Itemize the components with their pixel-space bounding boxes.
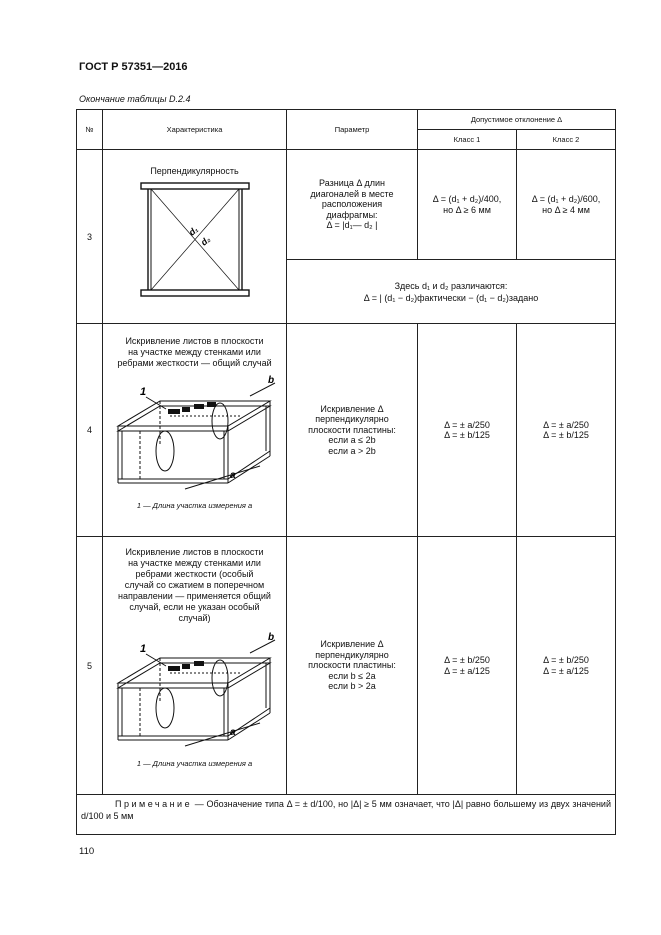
parameter-cell bbox=[287, 537, 418, 795]
header-characteristic: Характеристика bbox=[103, 110, 287, 150]
parameter-line: Δ = |d₁— d₂ | bbox=[326, 220, 378, 231]
difference-note-line: Здесь d₁ и d₂ различаются: bbox=[394, 280, 508, 291]
table-row-5 bbox=[77, 537, 616, 795]
class2-value bbox=[517, 324, 616, 537]
value-line: Δ = (d₁ + d₂)/600, bbox=[531, 194, 601, 204]
header-tolerance: Допустимое отклонение Δ bbox=[418, 110, 616, 130]
class1-value bbox=[418, 324, 517, 537]
value-line: но Δ ≥ 4 мм bbox=[542, 204, 590, 215]
note-text: — Обозначение типа Δ = ± d/100, но |Δ| ≥ 5 мм означает, что |Δ| равно большему из двух значений d/100 и 5 мм bbox=[81, 799, 611, 821]
parameter-line: плоскости пластины: bbox=[308, 660, 396, 671]
header-parameter: Параметр bbox=[287, 110, 418, 150]
tolerance-table bbox=[76, 109, 616, 835]
parameter-line: диафрагмы: bbox=[326, 209, 378, 220]
class1-value bbox=[418, 150, 517, 260]
characteristic-cell bbox=[103, 150, 287, 324]
label-d2: d₂ bbox=[198, 234, 212, 248]
page-number: 110 bbox=[79, 846, 95, 857]
box-girder-figure bbox=[110, 628, 280, 753]
title-line: на участке между стенками или bbox=[128, 347, 261, 357]
title-line: ребрами жесткости — общий случай bbox=[117, 358, 272, 368]
header-class1: Класс 1 bbox=[418, 130, 517, 150]
value-line: Δ = ± a/125 bbox=[444, 665, 490, 676]
title-line: случай со сжатием в поперечном bbox=[124, 580, 265, 590]
figure-caption: 1 — Длина участка измерения a bbox=[136, 759, 253, 768]
characteristic-cell bbox=[103, 537, 287, 795]
label-a: a bbox=[229, 470, 236, 481]
note-label: Примечание bbox=[115, 799, 193, 809]
figure-caption: 1 — Длина участка измерения a bbox=[136, 501, 253, 510]
difference-note-line: Δ = | (d₁ − d₂)фактически − (d₁ − d₂)задано bbox=[363, 292, 539, 303]
label-d1: d₁ bbox=[186, 224, 200, 238]
value-line: Δ = ± a/250 bbox=[543, 419, 589, 430]
parameter-cell bbox=[287, 150, 418, 260]
title-line: случай) bbox=[178, 613, 211, 623]
table-note bbox=[77, 795, 616, 835]
table-row-3 bbox=[77, 150, 616, 260]
row-number: 4 bbox=[77, 324, 103, 537]
label-b: b bbox=[267, 375, 274, 386]
label-one: 1 bbox=[139, 643, 146, 655]
value-line: Δ = ± b/250 bbox=[543, 655, 589, 665]
title-line: случай, если не указан особый bbox=[129, 602, 260, 612]
box-girder-figure bbox=[110, 371, 280, 496]
class2-value bbox=[517, 150, 616, 260]
class2-value bbox=[517, 537, 616, 795]
value-line: Δ = ± b/250 bbox=[444, 655, 490, 665]
label-b: b bbox=[267, 632, 274, 643]
value-line: Δ = ± b/125 bbox=[543, 430, 589, 440]
parameter-line: перпендикулярно bbox=[315, 414, 389, 425]
characteristic-title bbox=[103, 336, 286, 369]
difference-note bbox=[287, 260, 616, 324]
header-class2: Класс 2 bbox=[517, 130, 616, 150]
label-one: 1 bbox=[139, 386, 146, 398]
title-line: ребрами жесткости (особый bbox=[135, 569, 254, 579]
parameter-line: если a > 2b bbox=[328, 445, 376, 456]
title-line: Искривление листов в плоскости bbox=[125, 336, 264, 346]
parameter-line: если b ≤ 2a bbox=[328, 670, 376, 681]
document-standard-header: ГОСТ Р 57351—2016 bbox=[79, 61, 188, 73]
table-row-4 bbox=[77, 324, 616, 537]
parameter-cell bbox=[287, 324, 418, 537]
table-caption: Окончание таблицы D.2.4 bbox=[79, 94, 191, 104]
parameter-line: расположения bbox=[321, 199, 383, 210]
row-number: 5 bbox=[77, 537, 103, 795]
parameter-line: Искривление Δ bbox=[320, 403, 384, 414]
parameter-line: Разница Δ длин bbox=[319, 178, 385, 189]
characteristic-title: Перпендикулярность bbox=[150, 166, 239, 176]
characteristic-cell bbox=[103, 324, 287, 537]
value-line: Δ = (d₁ + d₂)/400, bbox=[432, 194, 502, 204]
row-number: 3 bbox=[77, 150, 103, 324]
value-line: Δ = ± a/250 bbox=[444, 419, 490, 430]
parameter-line: если a ≤ 2b bbox=[328, 435, 376, 446]
perpendicularity-figure bbox=[140, 182, 250, 297]
title-line: Искривление листов в плоскости bbox=[125, 547, 264, 557]
label-a: a bbox=[229, 727, 236, 738]
class1-value bbox=[418, 537, 517, 795]
parameter-line: Искривление Δ bbox=[320, 639, 384, 650]
table-header-row bbox=[77, 110, 616, 130]
parameter-line: перпендикулярно bbox=[315, 649, 389, 660]
parameter-line: диагоналей в месте bbox=[310, 188, 394, 199]
parameter-line: если b > 2a bbox=[328, 681, 376, 692]
title-line: на участке между стенками или bbox=[128, 558, 261, 568]
table-note-row bbox=[77, 795, 616, 835]
value-line: Δ = ± a/125 bbox=[543, 665, 589, 676]
value-line: Δ = ± b/125 bbox=[444, 430, 490, 440]
title-line: направлении — применяется общий bbox=[118, 591, 271, 601]
header-num: № bbox=[77, 110, 103, 150]
parameter-line: плоскости пластины: bbox=[308, 424, 396, 435]
value-line: но Δ ≥ 6 мм bbox=[443, 204, 491, 215]
characteristic-title bbox=[103, 547, 286, 624]
